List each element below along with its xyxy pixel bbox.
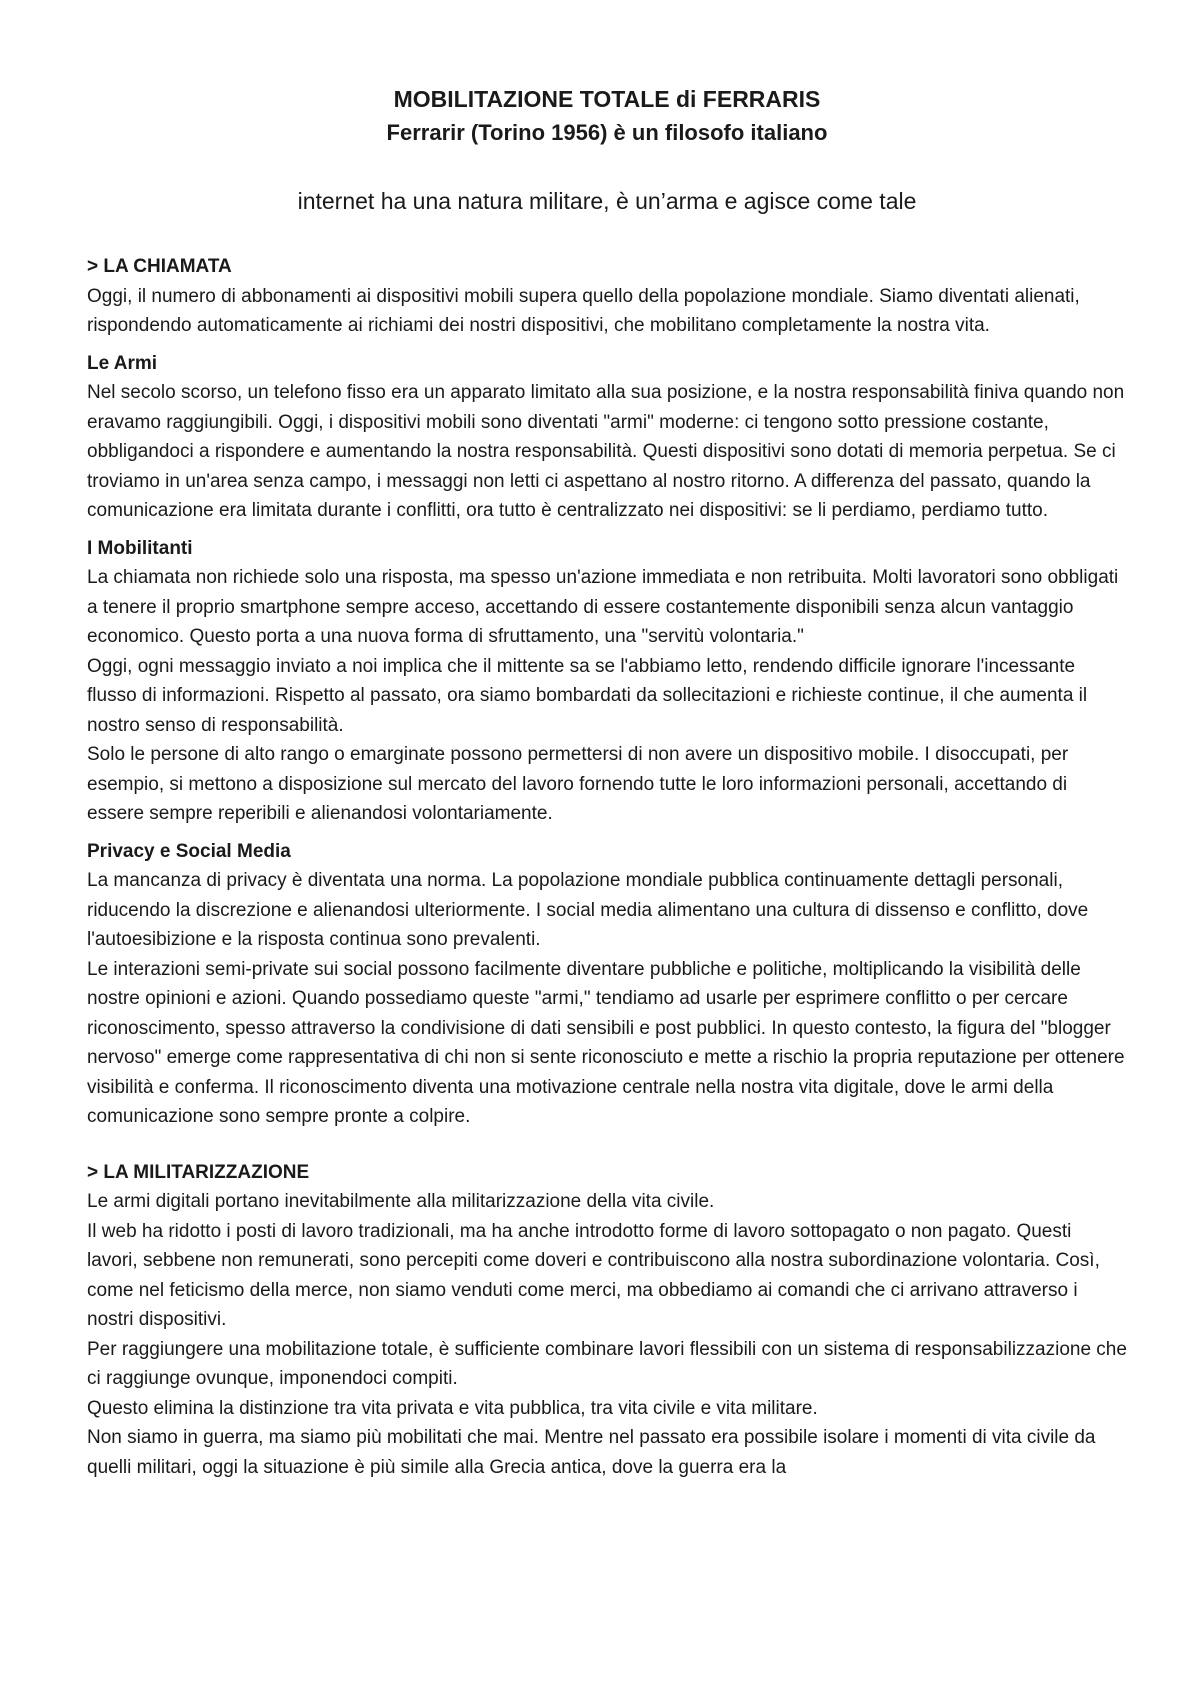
paragraph: Non siamo in guerra, ma siamo più mobilitati che mai. Mentre nel passato era possibile isolare i momenti di vita civile da quelli militari, oggi la situazione è più simile alla Grecia antica, dove la guerra era la xyxy=(87,1427,1096,1478)
section-heading: > LA CHIAMATA xyxy=(87,256,232,277)
paragraph: Questo elimina la distinzione tra vita privata e vita pubblica, tra vita civile e vita militare. xyxy=(87,1397,818,1419)
section-la-chiamata xyxy=(87,252,1127,341)
section-heading: > LA MILITARIZZAZIONE xyxy=(87,1161,310,1183)
section-heading: I Mobilitanti xyxy=(87,537,193,559)
section-la-militarizzazione xyxy=(87,1158,1127,1483)
document-title: MOBILITAZIONE TOTALE di FERRARIS xyxy=(393,86,821,112)
paragraph: Per raggiungere una mobilitazione totale, è sufficiente combinare lavori flessibili con un sistema di responsabilizzazione che ci raggiunge ovunque, imponendoci compiti. xyxy=(87,1338,1127,1389)
paragraph: Le armi digitali portano inevitabilmente alla militarizzazione della vita civile. xyxy=(87,1191,715,1212)
paragraph: Oggi, ogni messaggio inviato a noi implica che il mittente sa se l'abbiamo letto, rendendo difficile ignorare l'incessante flusso di informazioni. Rispetto al passato, ora siamo bombardati da sollecitazioni e richieste continue, il che aumenta il nostro senso di responsabilità. xyxy=(87,655,1088,736)
paragraph: Le interazioni semi-private sui social possono facilmente diventare pubbliche e politiche, moltiplicando la visibilità delle nostre opinioni e azioni. Quando possediamo queste "armi," tendiamo ad usarle per esprimere conflitto o per cercare riconoscimento, spesso attraverso la condivisione di dati sensibili e post pubblici. In questo contesto, la figura del "blogger nervoso" emerge come rappresentativa di chi non si sente riconosciuto e mette a rischio la propria reputazione per ottenere visibilità e conferma. Il riconoscimento diventa una motivazione centrale nella nostra vita digitale, dove le armi della comunicazione sono sempre pronte a colpire. xyxy=(87,958,1125,1127)
paragraph: La mancanza di privacy è diventata una norma. La popolazione mondiale pubblica continuamente dettagli personali, riducendo la discrezione e alienandosi ulteriormente. I social media alimentano una cultura di dissenso e conflitto, dove l'autoesibizione e la risposta continua sono prevalenti. xyxy=(87,870,1089,950)
paragraph: Nel secolo scorso, un telefono fisso era un apparato limitato alla sua posizione, e la nostra responsabilità finiva quando non eravamo raggiungibili. Oggi, i dispositivi mobili sono diventati "armi" moderne: ci tengono sotto pressione costante, obbligandoci a rispondere e aumentando la nostra responsabilità. Questi dispositivi sono dotati di memoria perpetua. Se ci troviamo in un'area senza campo, i messaggi non letti ci aspettano al nostro ritorno. A differenza del passato, quando la comunicazione era limitata durante i conflitti, ora tutto è centralizzato nei dispositivi: se li perdiamo, perdiamo tutto. xyxy=(87,382,1125,521)
paragraph: Solo le persone di alto rango o emarginate possono permettersi di non avere un dispositivo mobile. I disoccupati, per esempio, si mettono a disposizione sul mercato del lavoro fornendo tutte le loro informazioni personali, accettando di essere sempre reperibili e alienandosi volontariamente. xyxy=(87,744,1069,824)
section-heading: Privacy e Social Media xyxy=(87,840,291,862)
document-tagline: internet ha una natura militare, è un’arma e agisce come tale xyxy=(297,188,917,214)
section-heading: Le Armi xyxy=(87,352,158,374)
document-page xyxy=(87,82,1127,1482)
paragraph: La chiamata non richiede solo una risposta, ma spesso un'azione immediata e non retribuita. Molti lavoratori sono obbligati a tenere il proprio smartphone sempre acceso, accettando di essere costantemente disponibili senza alcun vantaggio economico. Questo porta a una nuova forma di sfruttamento, una "servitù volontaria." xyxy=(87,567,1119,647)
section-i-mobilitanti xyxy=(87,534,1127,829)
paragraph: Oggi, il numero di abbonamenti ai dispositivi mobili supera quello della popolazione mondiale. Siamo diventati alienati, rispondendo automaticamente ai richiami dei nostri dispositivi, che mobilitano completamente la nostra vita. xyxy=(87,285,1080,336)
document-subtitle: Ferrarir (Torino 1956) è un filosofo italiano xyxy=(386,120,828,145)
section-le-armi xyxy=(87,349,1127,526)
section-privacy-social-media xyxy=(87,837,1127,1132)
paragraph: Il web ha ridotto i posti di lavoro tradizionali, ma ha anche introdotto forme di lavoro sottopagato o non pagato. Questi lavori, sebbene non remunerati, sono percepiti come doveri e contribuiscono alla nostra subordinazione volontaria. Così, come nel feticismo della merce, non siamo venduti come merci, ma obbediamo ai comandi che ci arrivano attraverso i nostri dispositivi. xyxy=(87,1220,1100,1330)
